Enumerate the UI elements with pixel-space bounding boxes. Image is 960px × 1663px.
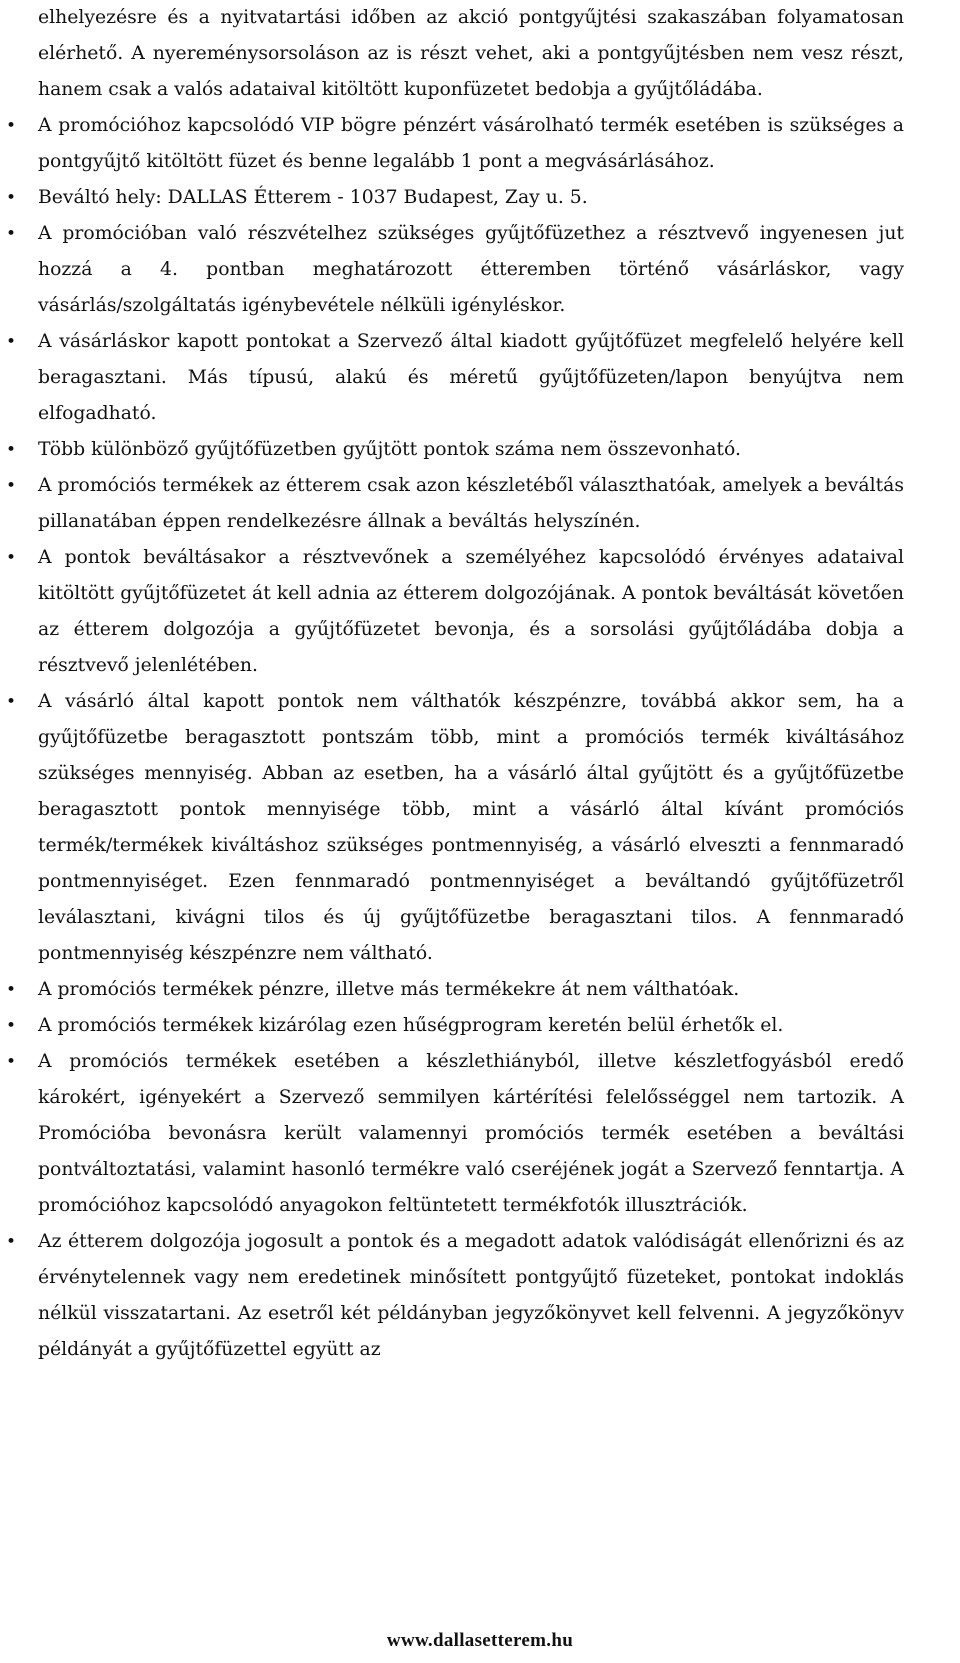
bullet-icon: • <box>5 692 17 712</box>
bullet-icon: • <box>5 188 17 208</box>
bullet-icon: • <box>5 440 17 460</box>
list-item-text: A vásárláskor kapott pontokat a Szervező által kiadott gyűjtőfüzet megfelelő helyére kell beragasztani. Más típusú, alakú és méretű gyűjtőfüzeten/lapon benyújtva nem elfogadható. <box>38 331 904 424</box>
list-item <box>5 1224 904 1368</box>
list-item <box>5 1008 904 1044</box>
list-item-text: Beváltó hely: DALLAS Étterem - 1037 Budapest, Zay u. 5. <box>38 187 588 208</box>
bullet-icon: • <box>5 332 17 352</box>
intro-paragraph: elhelyezésre és a nyitvatartási időben az akció pontgyűjtési szakaszában folyamatosan elérhető. A nyereménysorsoláson az is részt vehet, aki a pontgyűjtésben nem vesz részt, hanem csak a valós adataival kitöltött kuponfüzetet bedobja a gyűjtőládába. <box>38 7 904 100</box>
list-item-text: A promócióban való részvételhez szükséges gyűjtőfüzethez a résztvevő ingyenesen jut hozzá a 4. pontban meghatározott étteremben történő vásárláskor, vagy vásárlás/szolgáltatás igénybevétele nélküli igényléskor. <box>38 223 904 316</box>
list-item <box>5 216 904 324</box>
list-item-text: A pontok beváltásakor a résztvevőnek a személyéhez kapcsolódó érvényes adataival kitöltött gyűjtőfüzetet át kell adnia az étterem dolgozójának. A pontok beváltását követően az étterem dolgozója a gyűjtőfüzetet bevonja, és a sorsolási gyűjtőládába dobja a résztvevő jelenlétében. <box>38 547 904 676</box>
list-item-text: A promócióhoz kapcsolódó VIP bögre pénzért vásárolható termék esetében is szükséges a pontgyűjtő kitöltött füzet és benne legalább 1 pont a megvásárlásához. <box>38 115 904 172</box>
list-item <box>5 972 904 1008</box>
bullet-icon: • <box>5 224 17 244</box>
list-item <box>5 684 904 972</box>
list-item <box>5 180 904 216</box>
bullet-icon: • <box>5 476 17 496</box>
list-item-text: Az étterem dolgozója jogosult a pontok és a megadott adatok valódiságát ellenőrizni és az érvénytelennek vagy nem eredetinek minősített pontgyűjtő füzeteket, pontokat indoklás nélkül visszatartani. Az esetről két példányban jegyzőkönyvet kell felvenni. A jegyzőkönyv példányát a gyűjtőfüzettel együtt az <box>38 1231 904 1360</box>
list-item-text: Több különböző gyűjtőfüzetben gyűjtött pontok száma nem összevonható. <box>38 439 741 460</box>
footer-url: www.dallasetterem.hu <box>386 1630 574 1651</box>
bullet-icon: • <box>5 1052 17 1072</box>
bullet-icon: • <box>5 116 17 136</box>
list-item-text: A vásárló által kapott pontok nem válthatók készpénzre, továbbá akkor sem, ha a gyűjtőfüzetbe beragasztott pontszám több, mint a promóciós termék kiváltásához szükséges mennyiség. Abban az esetben, ha a vásárló által gyűjtött és a gyűjtőfüzetbe beragasztott pontok mennyisége több, mint a vásárló által kívánt promóciós termék/termékek kiváltáshoz szükséges pontmennyiség, a vásárló elveszti a fennmaradó pontmennyiséget. Ezen fennmaradó pontmennyiséget a beváltandó gyűjtőfüzetről leválasztani, kivágni tilos és új gyűjtőfüzetbe beragasztani tilos. A fennmaradó pontmennyiség készpénzre nem váltható. <box>38 691 904 964</box>
bullet-icon: • <box>5 1232 17 1252</box>
list-item <box>5 324 904 432</box>
rules-list <box>5 108 904 1368</box>
document-body <box>5 0 904 1368</box>
bullet-icon: • <box>5 548 17 568</box>
list-item <box>5 432 904 468</box>
list-item <box>5 1044 904 1224</box>
list-item-text: A promóciós termékek pénzre, illetve más termékekre át nem válthatóak. <box>38 979 740 1000</box>
list-item <box>5 108 904 180</box>
list-item-text: A promóciós termékek kizárólag ezen hűségprogram keretén belül érhetők el. <box>38 1015 784 1036</box>
bullet-icon: • <box>5 1016 17 1036</box>
list-item-text: A promóciós termékek az étterem csak azon készletéből választhatóak, amelyek a beváltás pillanatában éppen rendelkezésre állnak a beváltás helyszínén. <box>38 475 904 532</box>
bullet-icon: • <box>5 980 17 1000</box>
list-item <box>5 540 904 684</box>
list-item <box>5 468 904 540</box>
list-item-text: A promóciós termékek esetében a készlethiányból, illetve készletfogyásból eredő károkért, igényekért a Szervező semmilyen kártérítési felelősséggel nem tartozik. A Promócióba bevonásra került valamennyi promóciós termék esetében a beváltási pontváltoztatási, valamint hasonló termékre való cseréjének jogát a Szervező fenntartja. A promócióhoz kapcsolódó anyagokon feltüntetett termékfotók illusztrációk. <box>38 1051 904 1216</box>
